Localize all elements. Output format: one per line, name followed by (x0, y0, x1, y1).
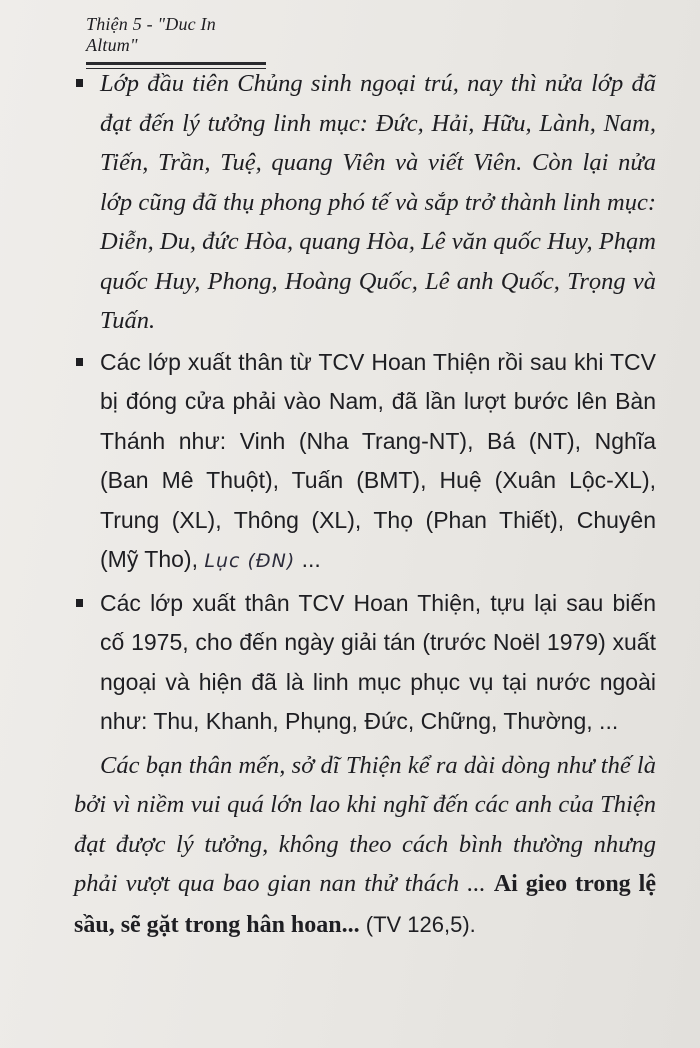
page-body (74, 64, 656, 945)
running-header: Thiện 5 - "Duc In Altum" (86, 14, 266, 65)
bullet-square-icon (76, 358, 83, 366)
scripture-reference: (TV 126,5). (365, 911, 476, 937)
handwritten-note: Lục (ĐN) (204, 550, 296, 572)
bullet-item-post-1975 (74, 584, 656, 742)
closing-text: Các bạn thân mến, sở dĩ Thiện kể ra dài dòng như thế là bởi vì niềm vui quá lớn lao khi nghĩ đến các anh của Thiện đạt được lý tưởng, không theo cách bình thường nhưng phải vượt qua bao gian nan thử thách ... (74, 751, 656, 897)
bullet-text: Các lớp xuất thân từ TCV Hoan Thiện rồi sau khi TCV bị đóng cửa phải vào Nam, đã lần lượt bước lên Bàn Thánh như: Vinh (Nha Trang-NT), Bá (NT), Nghĩa (Ban Mê Thuột), Tuấn (BMT), Huệ (Xuân Lộc-XL), Trung (XL), Thông (XL), Thọ (Phan Thiết), Chuyên (Mỹ Tho), (100, 348, 656, 572)
closing-paragraph (74, 746, 656, 946)
scripture-quote: Ai gieo trong lệ sầu, sẽ gặt trong hân hoan... (74, 871, 656, 938)
bullet-square-icon (76, 79, 83, 87)
bullet-text: Lớp đầu tiên Chủng sinh ngoại trú, nay thì nửa lớp đã đạt đến lý tưởng linh mục: Đức, Hải, Hữu, Lành, Nam, Tiến, Trần, Tuệ, quang Viên và viết Viên. Còn lại nửa lớp cũng đã thụ phong phó tế và sắp trở thành linh mục: Diễn, Du, đức Hòa, quang Hòa, Lê văn quốc Huy, Phạm quốc Huy, Phong, Hoàng Quốc, Lê anh Quốc, Trọng và Tuấn. (100, 70, 656, 334)
bullet-square-icon (76, 599, 83, 607)
bullet-item-first-class (74, 64, 656, 341)
bullet-item-hoan-thien-south (74, 343, 656, 582)
bullet-tail: ... (295, 546, 321, 572)
bullet-text: Các lớp xuất thân TCV Hoan Thiện, tựu lại sau biến cố 1975, cho đến ngày giải tán (trước Noël 1979) xuất ngoại và hiện đã là linh mục phục vụ tại nước ngoài như: Thu, Khanh, Phụng, Đức, Chững, Thường, ... (100, 589, 656, 734)
